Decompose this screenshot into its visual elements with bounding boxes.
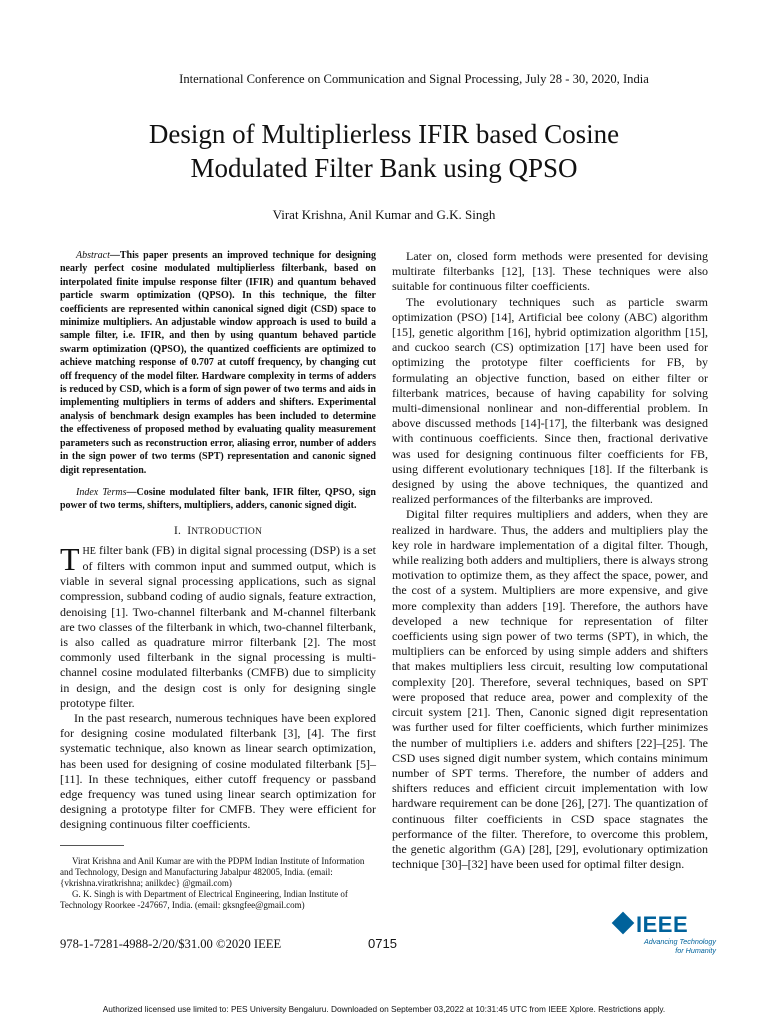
intro-paragraph-1 [60,540,376,711]
isbn-copyright: 978-1-7281-4988-2/20/$31.00 ©2020 IEEE [60,937,282,951]
right-paragraph-2: The evolutionary techniques such as particle swarm optimization (PSO) [14], Artificial bee colony (ABC) algorithm [15], genetic algorithm [16], hybrid optimization algorithm [15], and cuckoo search (CS) optimization [17] have been used for optimizing the prototype filter coefficients for FB, by formulating an objective function, based on either filter or filterbank matrices, because of having capability for solving multi-dimensional nonlinear and non-differential problem. In above discussed methods [14]-[17], the filterbank was designed with continuous coefficients. Since then, fractional derivative was used for designing continuous filter coefficients for FB, using different evolutionary techniques [18]. If the filterbank is designed by using the above techniques, the quantized and realized performances of the filterbanks are improved. [392,294,708,507]
index-terms-label: Index Terms [76,486,127,498]
section-number: I. [173,524,182,537]
page-number: 0715 [368,936,397,951]
ieee-wordmark: IEEE [636,912,689,937]
title-line-1: Design of Multiplierless IFIR based Cosine [148,119,620,149]
section-title-rest: NTRODUCTION [191,526,263,537]
ieee-diamond-icon [612,912,635,935]
section-title-first: I [187,524,192,537]
conference-header: International Conference on Communication and Signal Processing, July 28 - 30, 2020, India [179,72,649,86]
title-line-2: Modulated Filter Bank using QPSO [190,153,578,183]
index-terms [60,486,376,513]
footnote-rule [60,845,124,846]
left-column [60,249,376,912]
footnote-authors-1: Virat Krishna and Anil Kumar are with the PDPM Indian Institute of Information and Technology, Design and Manufacturing Jabalpur 482005, India. (email: {vkrishna.viratkrishna; anilkdec} @gmail.com) [60,855,365,888]
footnote-authors-2: G. K. Singh is with Department of Electrical Engineering, Indian Institute of Technology Roorkee -247667, India. (email: gksngfee@gmail.com) [60,889,348,911]
abstract-text: —This paper presents an improved technique for designing nearly perfect cosine modulated multiplierless filterbank, based on interpolated finite impulse response filter (IFIR) and quantum behaved particle swarm optimization (QPSO). In this technique, the filter coefficients are represented within canonical signed digit (CSD) space to minimize multipliers. An adjustable window approach is used to build a sample filter, i.e. IFIR, and then by using quantum behaved particle swarm optimization (QPSO), the quantized coefficients are optimized to achieve matching response of 0.707 at cutoff frequency, by changing cut off frequency of the model filter. Hardware complexity in terms of adders is reduced by CSD, which is a form of sign power of two terms and aids in implementing multipliers in terms of adders and shifters. Experimental analysis of benchmark design examples has been included to determine the effectiveness of proposed method by evaluating quality measurement parameters such as reconstruction error, aliasing error, number of adders in the sign power of two terms (SPT) representation and canonic signed digit representation. [60,250,376,476]
intro-paragraph-2: In the past research, numerous techniques have been explored for designing cosine modulated filterbank [3], [4]. The first systematic technique, also known as linear search optimization, has been used for designing of cosine modulated filterbank [5]–[11]. In these techniques, either cutoff frequency or passband edge frequency was tuned using linear search optimization for designing a prototype filter for CMFB. They were efficient for designing continuous filter coefficients. [60,710,376,832]
right-paragraph-3: Digital filter requires multipliers and adders, when they are realized in hardware. Thus, the adders and multipliers play the key role in hardware implementation of a digital filter. Though, while realizing both adders and multipliers, there is always strong motivation to optimize them, as they affect the space, power, and the cost of a system. Multipliers are more expensive, and give more complexity than adders [19]. Therefore, the authors have developed a new technique for representation of filter coefficients using sign power of two terms (SPT), in which, the multipliers can be enforced by using simple adders and shifters that makes multipliers less circuit, resulting low computational complexity [20]. Therefore, several techniques, based on SPT were proposed that reduce area, power and complexity of the circuit system [21]. Then, Canonic signed digit representation was further used for filter coefficients, which further minimizes the number of multipliers i.e. adders and shifters [22]–[25]. The CSD uses signed digit number system, which contains minimum number of SPT terms. Therefore, the number of adders and shifters reduces and efficient circuit implementation with low hardware requirement can be done [26], [27]. The quantization of continuous filter coefficients in CSD space stagnates the performance of the filter. Therefore, to overcome this problem, the genetic algorithm (GA) [28], [29], evolutionary optimization technique [30]–[32] have been used for optimal filter design. [392,507,708,872]
author-list: Virat Krishna, Anil Kumar and G.K. Singh [272,207,496,222]
paper-title [0,117,768,185]
ieee-tagline-2: for Humanity [675,945,716,955]
ieee-tagline-1: Advancing Technology [643,937,716,946]
index-terms-text: —Cosine modulated filter bank, IFIR filter, QPSO, sign power of two terms, shifters, multipliers, adders, canonic signed digit. [60,486,376,512]
drop-cap: T [60,540,80,577]
ieee-tagline [612,938,716,955]
right-column [392,249,708,872]
intro-p1-text: filter bank (FB) in digital signal processing (DSP) is a set of filters with common input and summed output, which is viable in several signal processing applications, such as signal compression, subband coding of audio signals, feature extraction, denoising [1]. Two-channel filterbank and M-channel filterbank are two classes of the filterbank in which, two-channel filterbank, is also called as quadrature mirror filterbank [2]. The most commonly used filterbank in the signal processing is multi-channel cosine modulated filterbanks (CMFB) due to simplicity in design, and the design cost is only for designing single prototype filter. [60,542,376,710]
right-paragraph-1: Later on, closed form methods were presented for devising multirate filterbanks [12], [13]. These techniques were also suitable for continuous filter coefficients. [392,249,708,294]
license-notice: Authorized licensed use limited to: PES University Bengaluru. Downloaded on September 03,2022 at 10:31:45 UTC from IEEE Xplore. Restrictions apply. [102,1004,666,1014]
section-heading-introduction [60,525,376,537]
abstract-label: Abstract [76,250,110,261]
abstract [60,249,376,477]
intro-smallcaps: HE [82,545,96,557]
ieee-logo [612,912,722,962]
